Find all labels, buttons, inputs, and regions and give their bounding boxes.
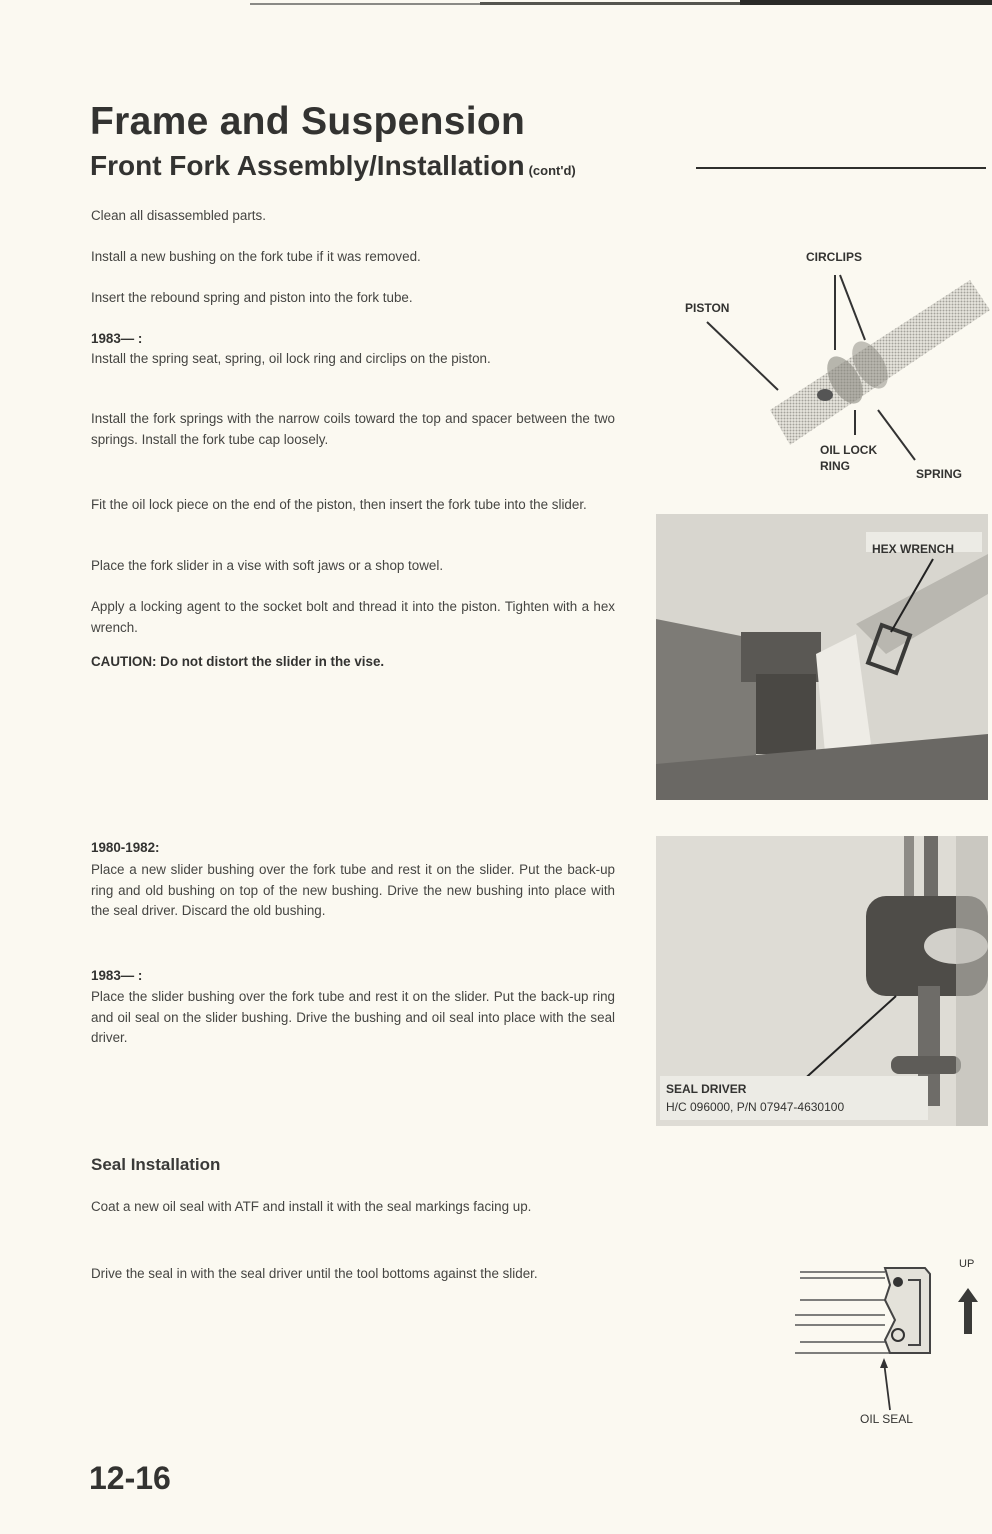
step-locking-agent: Apply a locking agent to the socket bolt and thread it into the piston. Tighten with a hex wrench. [91,599,615,635]
step-clean: Clean all disassembled parts. [91,208,266,223]
label-piston: PISTON [685,301,730,315]
step-bushing: Install a new bushing on the fork tube if it was removed. [91,249,421,264]
step-fork-springs: Install the fork springs with the narrow coils toward the top and spacer between the two springs. Install the fork tube cap loosely. [91,411,615,447]
scan-edge [0,0,992,6]
seal-driver-photo [656,836,988,1126]
step-slider-bushing-old: Place a new slider bushing over the fork tube and rest it on the slider. Put the back-up ring and old bushing on top of the new bushing. Drive the new bushing into place with the seal driver. Discard the old bushing. [91,862,615,918]
label-circlips: CIRCLIPS [806,250,863,264]
page-number: 12-16 [89,1460,171,1496]
seal-installation-heading: Seal Installation [91,1155,221,1174]
continued-note: (cont'd) [528,163,576,178]
page-title: Frame and Suspension [90,100,526,143]
vise-photo-image [656,514,988,800]
label-spring: SPRING [916,467,963,481]
vise-photo [656,514,988,800]
step-drive-seal: Drive the seal in with the seal driver until the tool bottoms against the slider. [91,1266,538,1281]
label-hex-wrench: HEX WRENCH [872,542,955,556]
section-title-text: Front Fork Assembly/Installation [90,150,525,181]
label-ring: RING [820,459,850,473]
label-up: UP [959,1258,975,1270]
year-label-1980-1982: 1980-1982: [91,840,160,855]
label-seal-driver: SEAL DRIVER [666,1082,747,1096]
step-oil-lock-piece: Fit the oil lock piece on the end of the piston, then insert the fork tube into the slider. [91,497,587,512]
piston-figure [660,240,992,490]
label-oil-seal: OIL SEAL [860,1412,913,1426]
label-oil-lock: OIL LOCK [820,443,878,457]
title-rule [696,167,986,169]
year-label-1983: 1983— : [91,331,143,346]
step-rebound-spring: Insert the rebound spring and piston into the fork tube. [91,290,413,305]
caution-note: CAUTION: Do not distort the slider in the vise. [91,654,385,669]
oil-seal-figure [790,1250,990,1440]
label-seal-driver-part-number: H/C 096000, P/N 07947-4630100 [666,1100,845,1114]
step-coat-seal: Coat a new oil seal with ATF and install it with the seal markings facing up. [91,1199,532,1214]
section-title [90,150,576,182]
year-label-1983-b: 1983— : [91,968,143,983]
step-spring-seat: Install the spring seat, spring, oil lock ring and circlips on the piston. [91,351,491,366]
step-vise: Place the fork slider in a vise with soft jaws or a shop towel. [91,558,444,573]
step-slider-bushing-new: Place the slider bushing over the fork tube and rest it on the slider. Put the back-up ring and oil seal on the slider bushing. Drive the bushing and oil seal into place with the seal driver. [91,989,615,1045]
